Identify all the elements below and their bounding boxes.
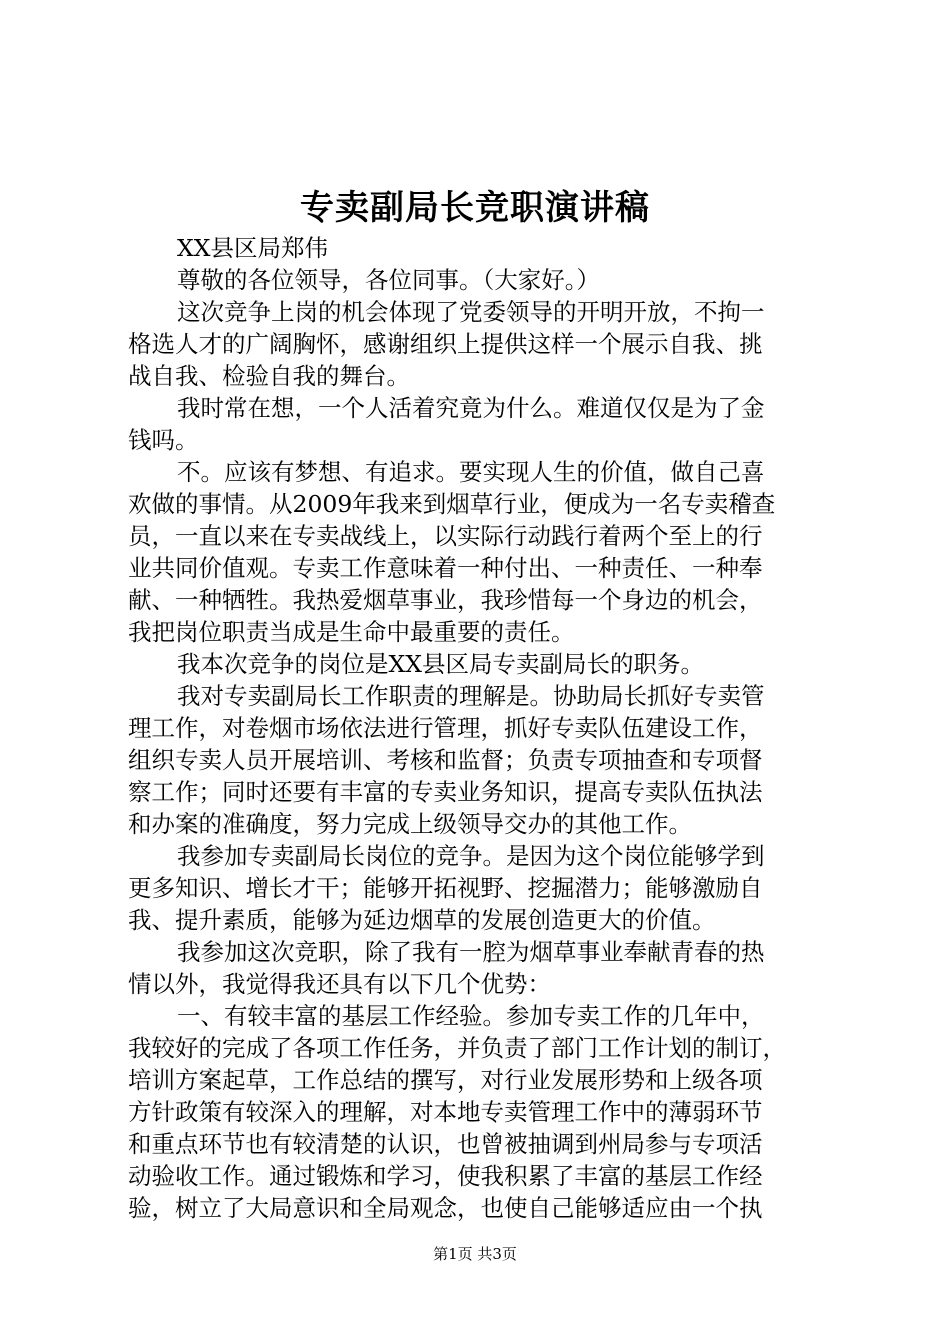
text-line: 组织专卖人员开展培训、考核和监督；负责专项抽查和专项督 [128,746,763,774]
text-line: 理工作，对卷烟市场依法进行管理，抓好专卖队伍建设工作， [128,714,763,742]
text-line: 我参加这次竞职，除了我有一腔为烟草事业奉献青春的热 [177,938,765,966]
text-line: 献、一种牺牲。我热爱烟草事业，我珍惜每一个身边的机会， [128,586,763,614]
document-title: 专卖副局长竞职演讲稿 [300,188,650,228]
text-line: 和重点环节也有较清楚的认识，也曾被抽调到州局参与专项活 [128,1130,763,1158]
text-line: 更多知识、增长才干；能够开拓视野、挖掘潜力；能够激励自 [128,874,763,902]
text-line: 培训方案起草，工作总结的撰写，对行业发展形势和上级各项 [128,1066,763,1094]
text-line: 一、有较丰富的基层工作经验。参加专卖工作的几年中， [177,1002,765,1030]
document-body [128,232,832,1224]
text-line: 战自我、检验自我的舞台。 [128,362,410,390]
text-line: 尊敬的各位领导，各位同事。（大家好。） [177,266,600,294]
text-line: 我本次竞争的岗位是XX县区局专卖副局长的职务。 [177,650,704,678]
text-line: XX县区局郑伟 [177,234,328,262]
text-line: 我把岗位职责当成是生命中最重要的责任。 [128,618,575,646]
text-line: 和办案的准确度，努力完成上级领导交办的其他工作。 [128,810,692,838]
text-line: 不。应该有梦想、有追求。要实现人生的价值，做自己喜 [177,458,765,486]
text-line: 欢做的事情。从2009年我来到烟草行业，便成为一名专卖稽查 [128,490,776,518]
text-line: 员，一直以来在专卖战线上，以实际行动践行着两个至上的行 [128,522,763,550]
text-line: 这次竞争上岗的机会体现了党委领导的开明开放，不拘一 [177,298,765,326]
page-footer: 第1页 共3页 [433,1245,517,1263]
text-line: 我较好的完成了各项工作任务，并负责了部门工作计划的制订， [128,1034,786,1062]
text-line: 我时常在想，一个人活着究竟为什么。难道仅仅是为了金 [177,394,765,422]
text-line: 情以外，我觉得我还具有以下几个优势： [128,970,551,998]
text-line: 业共同价值观。专卖工作意味着一种付出、一种责任、一种奉 [128,554,763,582]
text-line: 格选人才的广阔胸怀，感谢组织上提供这样一个展示自我、挑 [128,330,763,358]
text-line: 动验收工作。通过锻炼和学习，使我积累了丰富的基层工作经 [128,1162,763,1190]
text-line: 方针政策有较深入的理解，对本地专卖管理工作中的薄弱环节 [128,1098,763,1126]
text-line: 我对专卖副局长工作职责的理解是。协助局长抓好专卖管 [177,682,765,710]
text-line: 钱吗。 [128,426,199,454]
text-line: 我参加专卖副局长岗位的竞争。是因为这个岗位能够学到 [177,842,765,870]
text-line: 察工作；同时还要有丰富的专卖业务知识，提高专卖队伍执法 [128,778,763,806]
text-line: 我、提升素质，能够为延边烟草的发展创造更大的价值。 [128,906,716,934]
text-line: 验，树立了大局意识和全局观念，也使自己能够适应由一个执 [128,1194,763,1222]
